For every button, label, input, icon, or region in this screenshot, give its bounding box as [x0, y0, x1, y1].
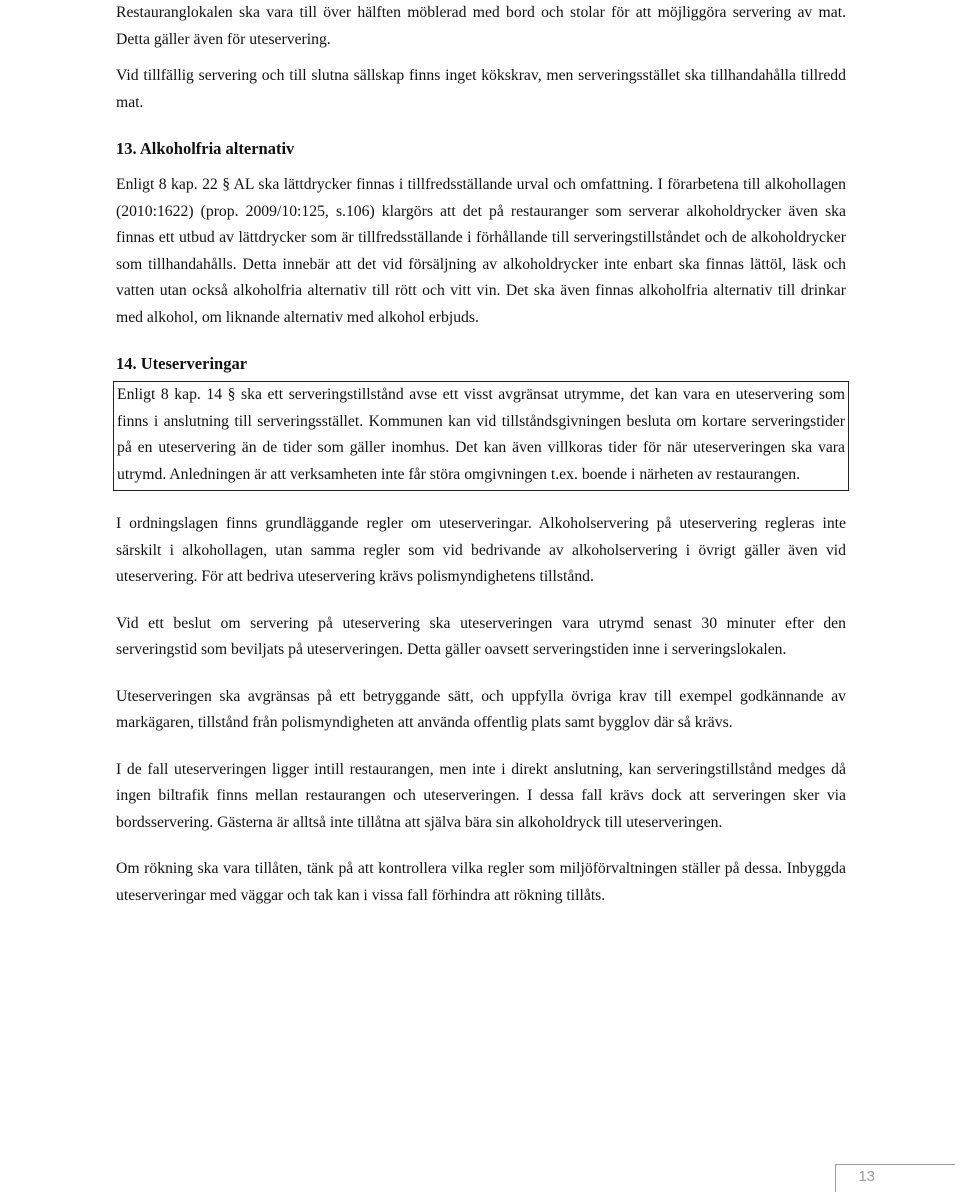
section-13-heading: 13. Alkoholfria alternativ	[116, 139, 295, 158]
document-body	[116, 0, 846, 909]
paragraph-spacer	[116, 737, 846, 757]
section-14-paragraph-4: I de fall uteserveringen ligger intill restaurangen, men inte i direkt anslutning, kan serveringstillstånd medges då ingen biltrafik finns mellan restaurangen och uteserveringen. I dessa fall krävs dock att serveringen sker via bordsservering. Gästerna är alltså inte tillåtna att själva bära sin alkoholdryck till uteserveringen.	[116, 760, 846, 831]
section-13-paragraph: Enligt 8 kap. 22 § AL ska lättdrycker finnas i tillfredsställande urval och omfattning. I förarbetena till alkohollagen (2010:1622) (prop. 2009/10:125, s.106) klargörs att det på restauranger som serverar alkoholdrycker även ska finnas ett utbud av lättdrycker som är tillfredsställande i förhållande till serveringstillståndet och de alkoholdrycker som tillhandahålls. Detta innebär att det vid försäljning av alkoholdrycker inte enbart ska finnas lättöl, läsk och vatten utan också alkoholfria alternativ till rött och vitt vin. Det ska även finnas alkoholfria alternativ till drinkar med alkohol, om liknande alternativ med alkohol erbjuds.	[116, 176, 846, 326]
intro-paragraph-1: Restauranglokalen ska vara till över hälften möblerad med bord och stolar för att möjliggöra servering av mat. Detta gäller även för uteservering.	[116, 4, 846, 48]
page-number: 13	[835, 1164, 955, 1192]
section-14-paragraph-3: Uteserveringen ska avgränsas på ett betryggande sätt, och uppfylla övriga krav till exempel godkännande av markägaren, tillstånd från polismyndigheten att använda offentlig plats samt bygglov där så krävs.	[116, 687, 846, 731]
intro-paragraph-2: Vid tillfällig servering och till slutna sällskap finns inget kökskrav, men serveringsstället ska tillhandahålla tillredd mat.	[116, 67, 846, 111]
section-spacer	[116, 331, 846, 351]
paragraph-spacer	[116, 591, 846, 611]
paragraph-spacer	[116, 53, 846, 63]
section-spacer	[116, 116, 846, 136]
section-14-heading: 14. Uteserveringar	[116, 354, 248, 373]
section-14-paragraph-1: I ordningslagen finns grundläggande regler om uteserveringar. Alkoholservering på uteservering regleras inte särskilt i alkohollagen, utan samma regler som vid bedrivande av alkoholservering i övrigt gäller även vid uteservering. För att bedriva uteservering krävs polismyndighetens tillstånd.	[116, 515, 846, 585]
paragraph-spacer	[116, 836, 846, 856]
heading-spacer	[116, 162, 846, 172]
section-14-paragraph-5: Om rökning ska vara tillåten, tänk på att kontrollera vilka regler som miljöförvaltningen ställer på dessa. Inbyggda uteserveringar med väggar och tak kan i vissa fall förhindra att rökning tillåts.	[116, 860, 846, 904]
paragraph-spacer	[116, 664, 846, 684]
section-14-boxed-paragraph: Enligt 8 kap. 14 § ska ett serveringstillstånd avse ett visst avgränsat utrymme, det kan vara en uteservering som finns i anslutning till serveringsstället. Kommunen kan vid tillståndsgivningen besluta om kortare serveringstider på en uteservering än de tider som gäller inomhus. Det kan även villkoras tider för när uteserveringen ska vara utrymd. Anledningen är att verksamheten inte får störa omgivningen t.ex. boende i närheten av restaurangen.	[113, 381, 849, 491]
section-14-paragraph-2: Vid ett beslut om servering på uteservering ska uteserveringen vara utrymd senast 30 minuter efter den serveringstid som beviljats på uteserveringen. Detta gäller oavsett serveringstiden inne i serveringslokalen.	[116, 614, 846, 658]
paragraph-spacer	[116, 491, 846, 511]
